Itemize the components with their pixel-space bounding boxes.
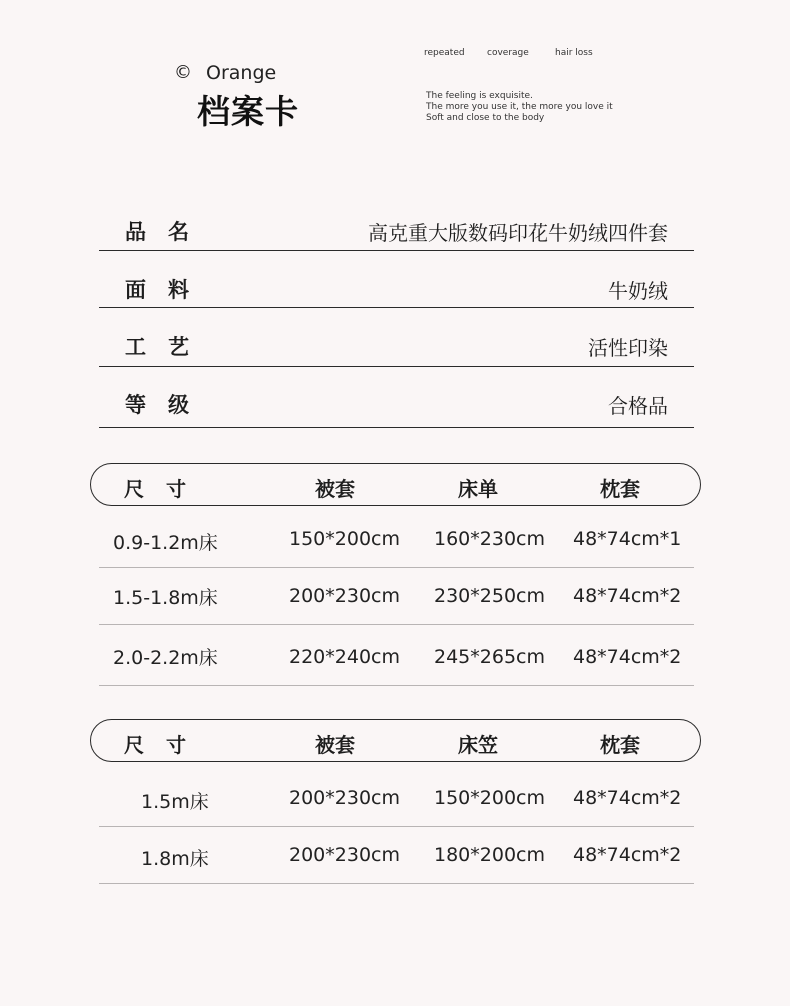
tag-item: coverage xyxy=(487,48,529,58)
table-cell: 180*200cm xyxy=(434,844,545,866)
table-cell: 48*74cm*1 xyxy=(573,528,682,550)
column-header: 枕套 xyxy=(600,733,640,757)
info-label: 品名 xyxy=(125,220,211,244)
table-cell: 2.0-2.2m床 xyxy=(113,647,218,669)
table-row xyxy=(99,770,694,827)
table-cell: 150*200cm xyxy=(289,528,400,550)
info-value: 合格品 xyxy=(608,394,668,418)
brand-name: Orange xyxy=(206,62,277,84)
tag-item: hair loss xyxy=(555,48,593,58)
slogan-line: The feeling is exquisite. xyxy=(426,91,533,101)
column-header: 被套 xyxy=(315,733,355,757)
table-cell: 245*265cm xyxy=(434,646,545,668)
table-row xyxy=(99,510,694,568)
info-row-grade xyxy=(99,381,694,428)
size-table-header xyxy=(90,719,701,762)
table-cell: 220*240cm xyxy=(289,646,400,668)
info-row-product xyxy=(99,208,694,251)
tag-item: repeated xyxy=(424,48,465,58)
table-cell: 230*250cm xyxy=(434,585,545,607)
info-value: 高克重大版数码印花牛奶绒四件套 xyxy=(368,221,668,245)
info-label: 等级 xyxy=(125,393,211,417)
table-cell: 48*74cm*2 xyxy=(573,787,682,809)
info-label: 工艺 xyxy=(125,335,211,359)
table-cell: 48*74cm*2 xyxy=(573,646,682,668)
slogan-line: The more you use it, the more you love it xyxy=(426,102,613,112)
column-header: 枕套 xyxy=(600,477,640,501)
info-value: 牛奶绒 xyxy=(608,279,668,303)
table-cell: 150*200cm xyxy=(434,787,545,809)
table-cell: 200*230cm xyxy=(289,787,400,809)
slogan-block xyxy=(426,91,613,124)
column-header: 尺寸 xyxy=(124,733,208,757)
table-cell: 1.8m床 xyxy=(141,848,209,870)
column-header: 床笠 xyxy=(458,733,498,757)
info-row-process xyxy=(99,323,694,367)
column-header: 床单 xyxy=(458,477,498,501)
table-cell: 160*230cm xyxy=(434,528,545,550)
info-value: 活性印染 xyxy=(588,336,668,360)
table-cell: 200*230cm xyxy=(289,585,400,607)
table-row xyxy=(99,568,694,625)
page-title: 档案卡 xyxy=(197,92,299,131)
table-cell: 200*230cm xyxy=(289,844,400,866)
table-cell: 1.5-1.8m床 xyxy=(113,587,218,609)
table-row xyxy=(99,827,694,884)
table-cell: 48*74cm*2 xyxy=(573,585,682,607)
column-header: 被套 xyxy=(315,477,355,501)
size-table-header xyxy=(90,463,701,506)
info-row-fabric xyxy=(99,266,694,308)
table-cell: 48*74cm*2 xyxy=(573,844,682,866)
table-cell: 0.9-1.2m床 xyxy=(113,532,218,554)
info-label: 面料 xyxy=(125,278,211,302)
copyright-icon: © xyxy=(174,62,192,83)
slogan-line: Soft and close to the body xyxy=(426,113,545,123)
table-cell: 1.5m床 xyxy=(141,791,209,813)
column-header: 尺寸 xyxy=(124,477,208,501)
table-row xyxy=(99,625,694,686)
